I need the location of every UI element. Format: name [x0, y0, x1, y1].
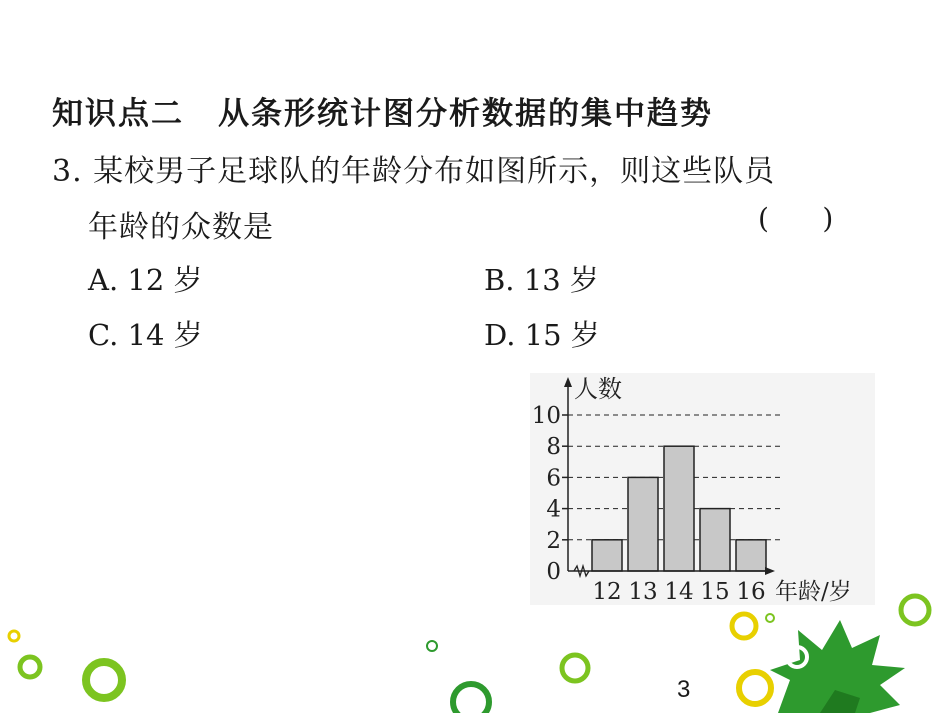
- x-axis-label: 年龄/岁: [775, 579, 852, 605]
- option-c[interactable]: C. 14 岁: [88, 318, 203, 352]
- age-bar-chart: [530, 373, 875, 605]
- bar-age-14: [664, 446, 694, 571]
- option-b[interactable]: B. 13 岁: [484, 263, 599, 297]
- yellow-ring-icon: [9, 631, 19, 641]
- option-a[interactable]: A. 12 岁: [88, 263, 203, 297]
- question-line-2: 年龄的众数是: [88, 210, 274, 245]
- y-tick-label: 4: [546, 496, 561, 523]
- x-tick-label: 16: [736, 579, 766, 605]
- option-d[interactable]: D. 15 岁: [484, 318, 600, 352]
- green-ring-icon: [901, 596, 929, 624]
- y-tick-label: 10: [531, 403, 561, 429]
- bar-age-12: [592, 540, 622, 571]
- x-tick-label: 13: [628, 579, 658, 605]
- heading-part-1: 知识点二: [52, 96, 184, 132]
- yellow-ring-icon: [739, 672, 771, 704]
- small-ring-icon: [766, 614, 774, 622]
- green-ring-icon: [20, 657, 40, 677]
- y-tick-label: 0: [546, 559, 561, 585]
- answer-parentheses: ( ): [758, 202, 834, 235]
- heading-part-2: 从条形统计图分析数据的集中趋势: [218, 96, 713, 132]
- y-tick-label: 8: [546, 434, 561, 461]
- decoration-graphic: [0, 590, 950, 713]
- question-line-1: 3. 某校男子足球队的年龄分布如图所示，则这些队员: [52, 154, 776, 189]
- green-ring-icon: [562, 655, 588, 681]
- x-tick-label: 15: [700, 579, 730, 605]
- y-axis-label: 人数: [574, 375, 622, 403]
- page-number: 3: [677, 676, 691, 703]
- bar-age-16: [736, 540, 766, 571]
- green-ring-icon: [453, 684, 489, 713]
- green-ring-icon: [86, 662, 122, 698]
- small-ring-icon: [427, 641, 437, 651]
- y-tick-label: 6: [546, 465, 561, 492]
- y-tick-label: 2: [546, 527, 561, 554]
- bar-age-15: [700, 509, 730, 571]
- yellow-ring-icon: [732, 614, 756, 638]
- section-heading: [52, 88, 713, 133]
- x-tick-label: 14: [664, 579, 694, 605]
- bar-age-13: [628, 477, 658, 571]
- x-tick-label: 12: [592, 579, 622, 605]
